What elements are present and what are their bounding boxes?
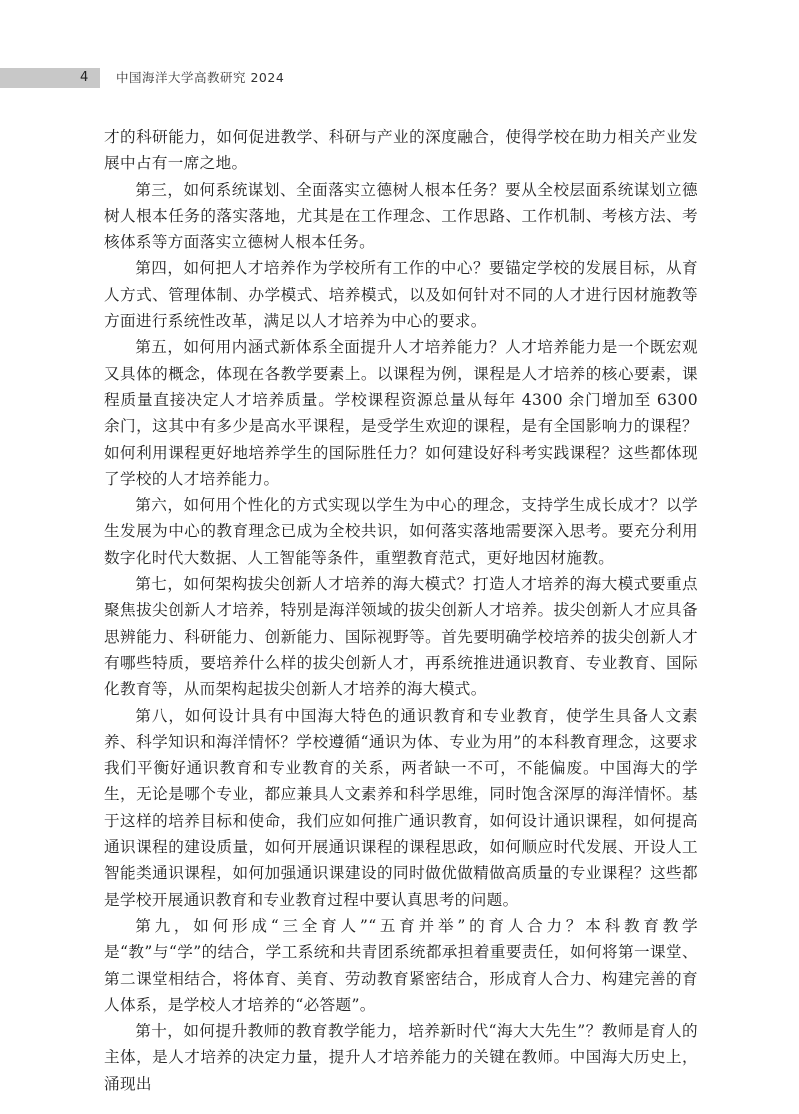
paragraph-point-three: 第三，如何系统谋划、全面落实立德树人根本任务？要从全校层面系统谋划立德树人根本任务的落实落地，尤其是在工作理念、工作思路、工作机制、考核方法、考核体系等方面落实立德树人根本任务。 [104, 180, 698, 252]
paragraph-point-ten: 第十，如何提升教师的教育教学能力，培养新时代“海大大先生”？教师是育人的主体，是人才培养的决定力量，提升人才培养能力的关键在教师。中国海大历史上，涌现出 [104, 1022, 698, 1093]
running-header-title: 中国海洋大学高教研究 2024 [116, 70, 285, 85]
article-body [104, 124, 698, 1097]
paragraph-point-eight: 第八，如何设计具有中国海大特色的通识教育和专业教育，使学生具备人文素养、科学知识和海洋情怀？学校遵循“通识为体、专业为用”的本科教育理念，这要求我们平衡好通识教育和专业教育的关系，两者缺一不可，不能偏废。中国海大的学生，无论是哪个专业，都应兼具人文素养和科学思维，同时饱含深厚的海洋情怀。基于这样的培养目标和使命，我们应如何推广通识教育，如何设计通识课程，如何提高通识课程的建设质量，如何开展通识课程的课程思政，如何顺应时代发展、开设人工智能类通识课程，如何加强通识课建设的同时做优做精做高质量的专业课程？这些都是学校开展通识教育和专业教育过程中要认真思考的问题。 [104, 706, 698, 909]
paragraph-continuation: 才的科研能力，如何促进教学、科研与产业的深度融合，使得学校在助力相关产业发展中占有一席之地。 [104, 128, 698, 173]
paragraph-point-five: 第五，如何用内涵式新体系全面提升人才培养能力？人才培养能力是一个既宏观又具体的概念，体现在各教学要素上。以课程为例，课程是人才培养的核心要素，课程质量直接决定人才培养质量。学校课程资源总量从每年 4300 余门增加至 6300 余门，这其中有多少是高水平课程，是受学生欢迎的课程，是有全国影响力的课程？如何利用课程更好地培养学生的国际胜任力？如何建设好科考实践课程？这些都体现了学校的人才培养能力。 [104, 338, 698, 488]
paragraph-point-six: 第六，如何用个性化的方式实现以学生为中心的理念，支持学生成长成才？以学生发展为中心的教育理念已成为全校共识，如何落实落地需要深入思考。要充分利用数字化时代大数据、人工智能等条件，重塑教育范式，更好地因材施教。 [104, 496, 698, 567]
paragraph-point-four: 第四，如何把人才培养作为学校所有工作的中心？要锚定学校的发展目标，从育人方式、管理体制、办学模式、培养模式，以及如何针对不同的人才进行因材施教等方面进行系统性改革，满足以人才培养为中心的要求。 [104, 259, 698, 331]
paragraph-point-seven: 第七，如何架构拔尖创新人才培养的海大模式？打造人才培养的海大模式要重点聚焦拔尖创新人才培养，特别是海洋领域的拔尖创新人才培养。拔尖创新人才应具备思辨能力、科研能力、创新能力、国际视野等。首先要明确学校培养的拔尖创新人才有哪些特质，要培养什么样的拔尖创新人才，再系统推进通识教育、专业教育、国际化教育等，从而架构起拔尖创新人才培养的海大模式。 [104, 575, 698, 699]
paragraph-point-nine: 第九，如何形成“三全育人”“五育并举”的育人合力？本科教育教学是“教”与“学”的结合，学工系统和共青团系统都承担着重要责任，如何将第一课堂、第二课堂相结合，将体育、美育、劳动教育紧密结合，形成育人合力、构建完善的育人体系，是学校人才培养的“必答题”。 [104, 916, 698, 1014]
page-number: 4 [80, 70, 89, 85]
